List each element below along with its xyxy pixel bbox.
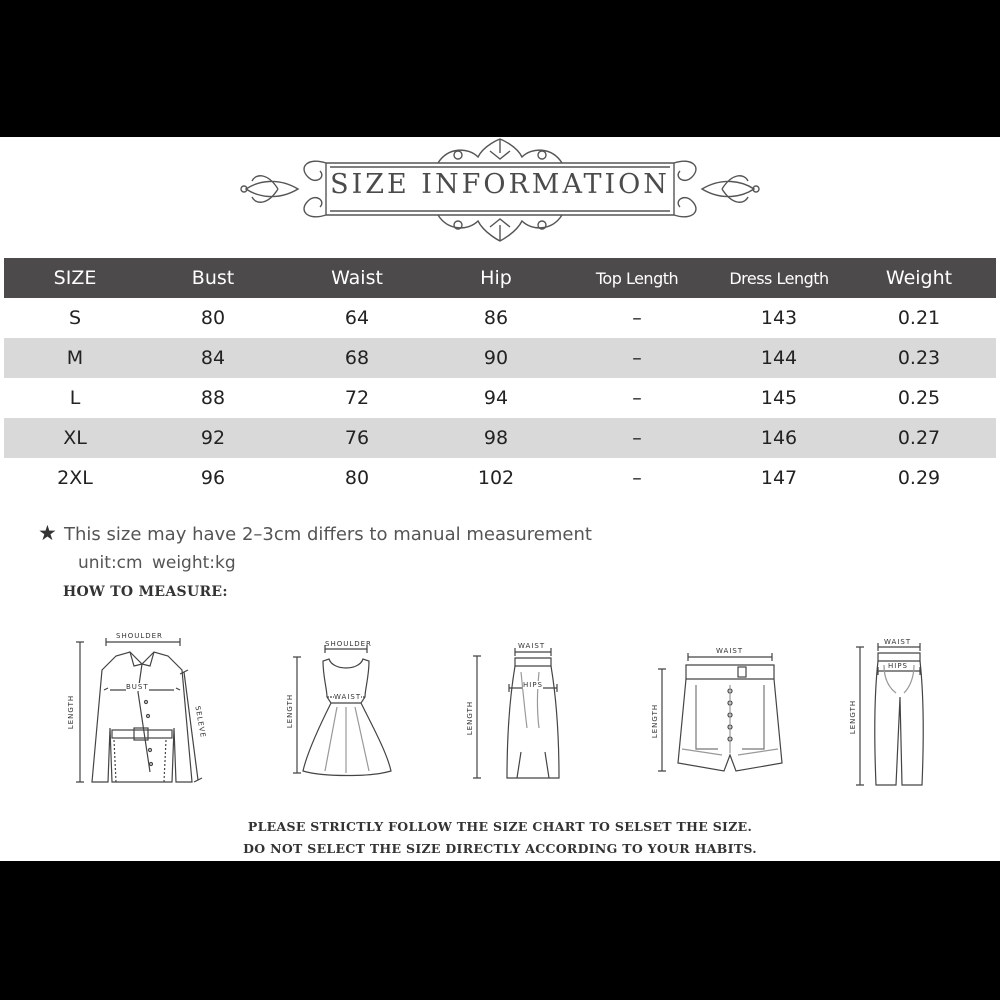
cell-hip: 98	[434, 418, 558, 458]
pants-hips-label: HIPS	[888, 662, 908, 670]
skirt-icon	[465, 642, 565, 782]
cell-weight: 0.29	[897, 467, 941, 489]
dress-waist-label: WAIST	[334, 693, 362, 701]
pants-length-label: LENGTH	[849, 699, 858, 735]
cell-weight: 0.23	[842, 338, 996, 378]
footer-line-1: PLEASE STRICTLY FOLLOW THE SIZE CHART TO SELSET THE SIZE.	[247, 819, 753, 834]
cell-dress-length: 143	[760, 307, 798, 329]
cell-dress-length: 147	[760, 467, 798, 489]
cell-weight: 0.21	[897, 307, 941, 329]
shorts-length-label: LENGTH	[651, 703, 660, 739]
header-size: SIZE	[4, 258, 146, 298]
footer-line-2: DO NOT SELECT THE SIZE DIRECTLY ACCORDING TO YOUR HABITS.	[243, 841, 757, 856]
jacket-diagram	[68, 632, 210, 792]
page-title: SIZE INFORMATION	[330, 169, 670, 200]
dress-length-label: LENGTH	[286, 693, 295, 729]
header-waist: Waist	[280, 258, 434, 298]
cell-waist: 64	[344, 307, 370, 329]
how-to-measure-heading: HOW TO MEASURE:	[63, 584, 228, 600]
cell-dress-length: 146	[716, 418, 842, 458]
cell-top-length: –	[632, 307, 642, 329]
dress-diagram	[285, 637, 397, 777]
jacket-sleeve-label: SELEVE	[193, 705, 207, 739]
cell-hip: 94	[483, 387, 509, 409]
cell-top-length: –	[558, 338, 716, 378]
header-hip: Hip	[434, 258, 558, 298]
header-dress-length: Dress Length	[716, 258, 842, 298]
cell-dress-length: 144	[716, 338, 842, 378]
measurement-note	[38, 521, 592, 545]
cell-waist: 80	[344, 467, 370, 489]
jacket-icon	[68, 632, 210, 792]
pants-waist-label: WAIST	[884, 638, 912, 646]
cell-bust: 96	[200, 467, 226, 489]
cell-bust: 80	[200, 307, 226, 329]
title-banner	[238, 137, 762, 245]
dress-icon	[285, 637, 397, 777]
cell-size: L	[69, 387, 81, 409]
skirt-hips-label: HIPS	[523, 681, 543, 689]
unit-note: unit:cm weight:kg	[78, 553, 236, 573]
cell-weight: 0.25	[897, 387, 941, 409]
jacket-length-label: LENGTH	[67, 694, 76, 730]
cell-hip: 90	[434, 338, 558, 378]
cell-dress-length: 145	[760, 387, 798, 409]
header-bust: Bust	[146, 258, 280, 298]
cell-hip: 102	[477, 467, 515, 489]
cell-top-length: –	[632, 467, 642, 489]
table-row	[4, 418, 996, 458]
cell-top-length: –	[558, 418, 716, 458]
cell-size: S	[68, 307, 82, 329]
header-weight: Weight	[842, 258, 996, 298]
size-table	[4, 258, 996, 498]
cell-bust: 92	[146, 418, 280, 458]
jacket-shoulder-label: SHOULDER	[116, 632, 163, 640]
cell-bust: 84	[146, 338, 280, 378]
cell-bust: 88	[200, 387, 226, 409]
cell-size: 2XL	[57, 467, 93, 489]
table-row	[4, 338, 996, 378]
shorts-waist-label: WAIST	[716, 647, 744, 655]
table-row	[4, 378, 996, 418]
note-text: This size may have 2–3cm differs to manual measurement	[64, 524, 592, 545]
pants-icon	[848, 637, 934, 789]
cell-weight: 0.27	[842, 418, 996, 458]
table-row	[4, 458, 996, 498]
cell-hip: 86	[483, 307, 509, 329]
pants-diagram	[848, 637, 934, 789]
table-row	[4, 298, 996, 338]
shorts-diagram	[652, 645, 788, 775]
skirt-length-label: LENGTH	[466, 700, 475, 736]
cell-waist: 76	[280, 418, 434, 458]
cell-waist: 72	[344, 387, 370, 409]
skirt-waist-label: WAIST	[518, 642, 546, 650]
cell-size: XL	[4, 418, 146, 458]
skirt-diagram	[465, 642, 565, 782]
cell-top-length: –	[632, 387, 642, 409]
table-header-row	[4, 258, 996, 298]
cell-size: M	[4, 338, 146, 378]
shorts-icon	[652, 645, 788, 775]
header-top-length: Top Length	[558, 258, 716, 298]
dress-shoulder-label: SHOULDER	[325, 640, 372, 648]
cell-waist: 68	[280, 338, 434, 378]
jacket-bust-label: BUST	[126, 683, 149, 691]
size-info-panel	[0, 137, 1000, 861]
star-icon: ★	[38, 521, 57, 545]
